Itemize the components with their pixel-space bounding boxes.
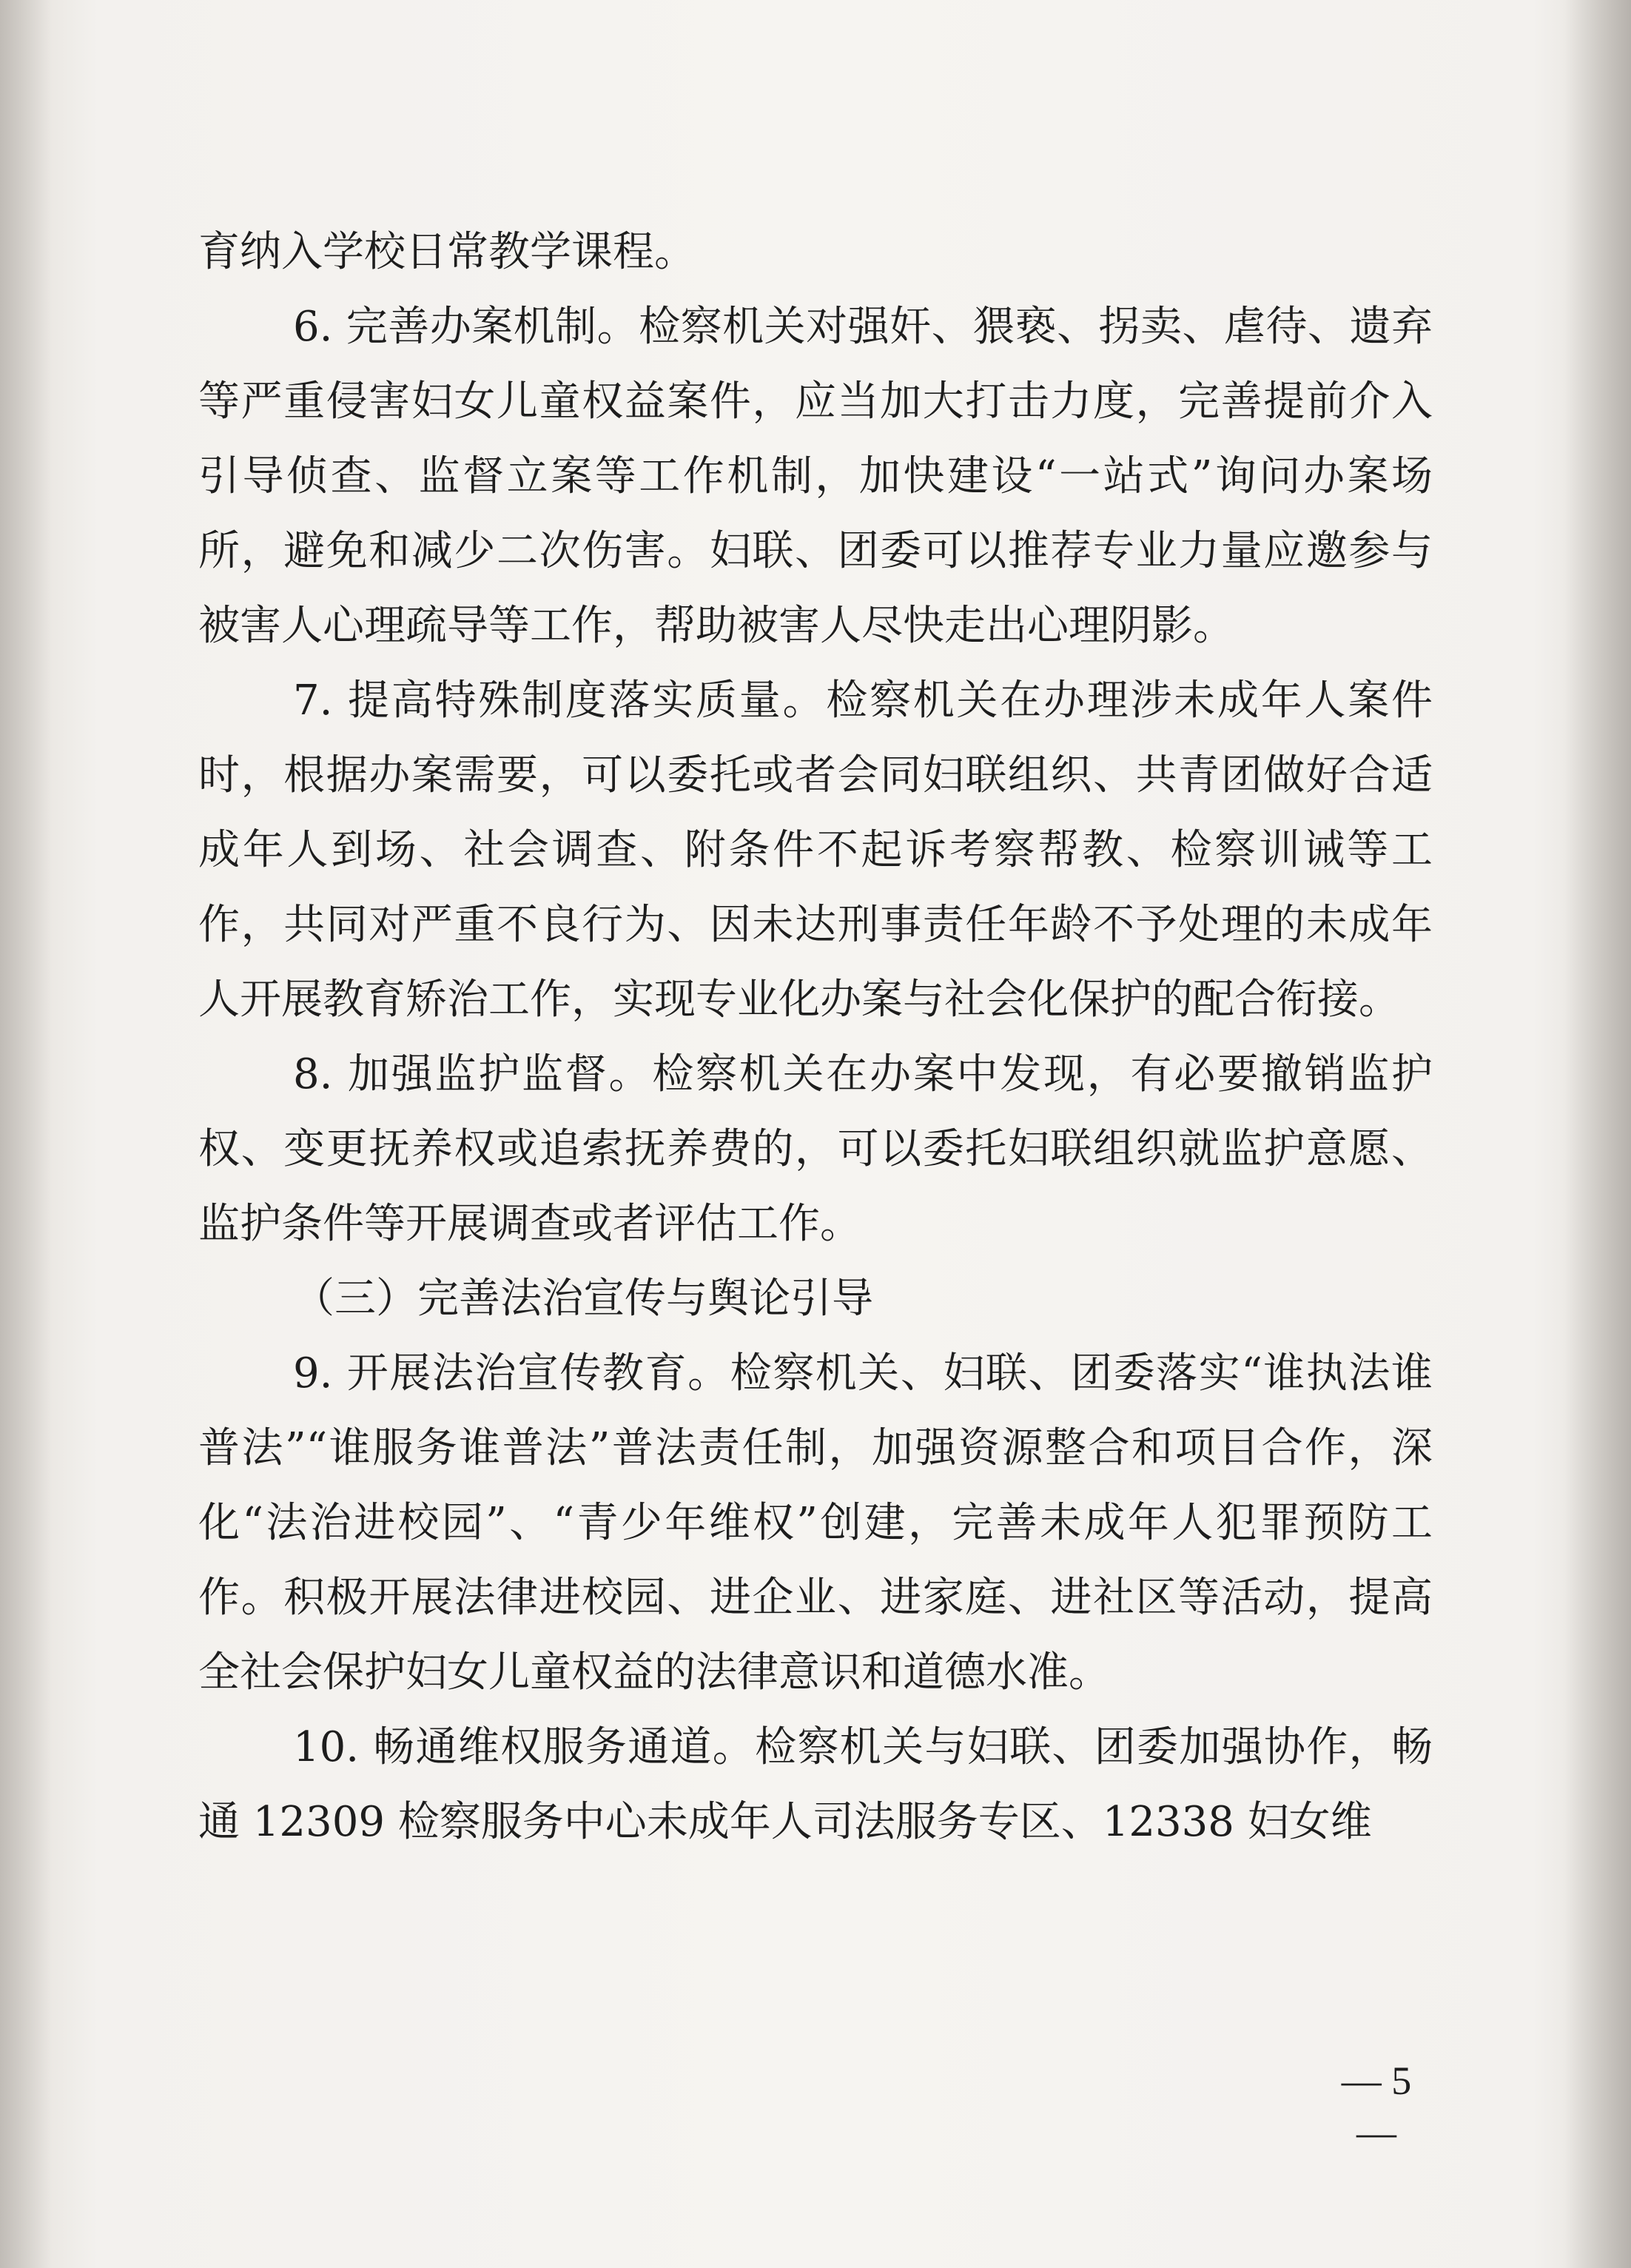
body-text xyxy=(198,215,1433,1859)
page-shadow-left xyxy=(0,0,52,2268)
page-number: — 5 — xyxy=(1341,2059,1412,2155)
paragraph-item-7: 7. 提高特殊制度落实质量。检察机关在办理涉未成年人案件时，根据办案需要，可以委托或者会同妇联组织、共青团做好合适成年人到场、社会调查、附条件不起诉考察帮教、检察训诫等工作，共同对严重不良行为、因未达刑事责任年龄不予处理的未成年人开展教育矫治工作，实现专业化办案与社会化保护的配合衔接。 xyxy=(198,677,1433,1024)
paragraph-item-8: 8. 加强监护监督。检察机关在办案中发现，有必要撤销监护权、变更抚养权或追索抚养费的，可以委托妇联组织就监护意愿、监护条件等开展调查或者评估工作。 xyxy=(198,1050,1433,1248)
paragraph-item-6: 6. 完善办案机制。检察机关对强奸、猥亵、拐卖、虐待、遗弃等严重侵害妇女儿童权益案件，应当加大打击力度，完善提前介入引导侦查、监督立案等工作机制，加快建设“一站式”询问办案场所，避免和减少二次伤害。妇联、团委可以推荐专业力量应邀参与被害人心理疏导等工作，帮助被害人尽快走出心理阴影。 xyxy=(198,303,1433,650)
paragraph-continued: 育纳入学校日常教学课程。 xyxy=(198,228,696,276)
page-shadow-right xyxy=(1564,0,1631,2268)
paragraph-item-10: 10. 畅通维权服务通道。检察机关与妇联、团委加强协作，畅通 12309 检察服务中心未成年人司法服务专区、12338 妇女维 xyxy=(198,1723,1433,1846)
section-heading: （三）完善法治宣传与舆论引导 xyxy=(293,1275,873,1323)
paragraph-item-9: 9. 开展法治宣传教育。检察机关、妇联、团委落实“谁执法谁普法”“谁服务谁普法”普法责任制，加强资源整合和项目合作，深化“法治进校园”、“青少年维权”创建，完善未成年人犯罪预防工作。积极开展法律进校园、进企业、进家庭、进社区等活动，提高全社会保护妇女儿童权益的法律意识和道德水准。 xyxy=(198,1349,1433,1697)
